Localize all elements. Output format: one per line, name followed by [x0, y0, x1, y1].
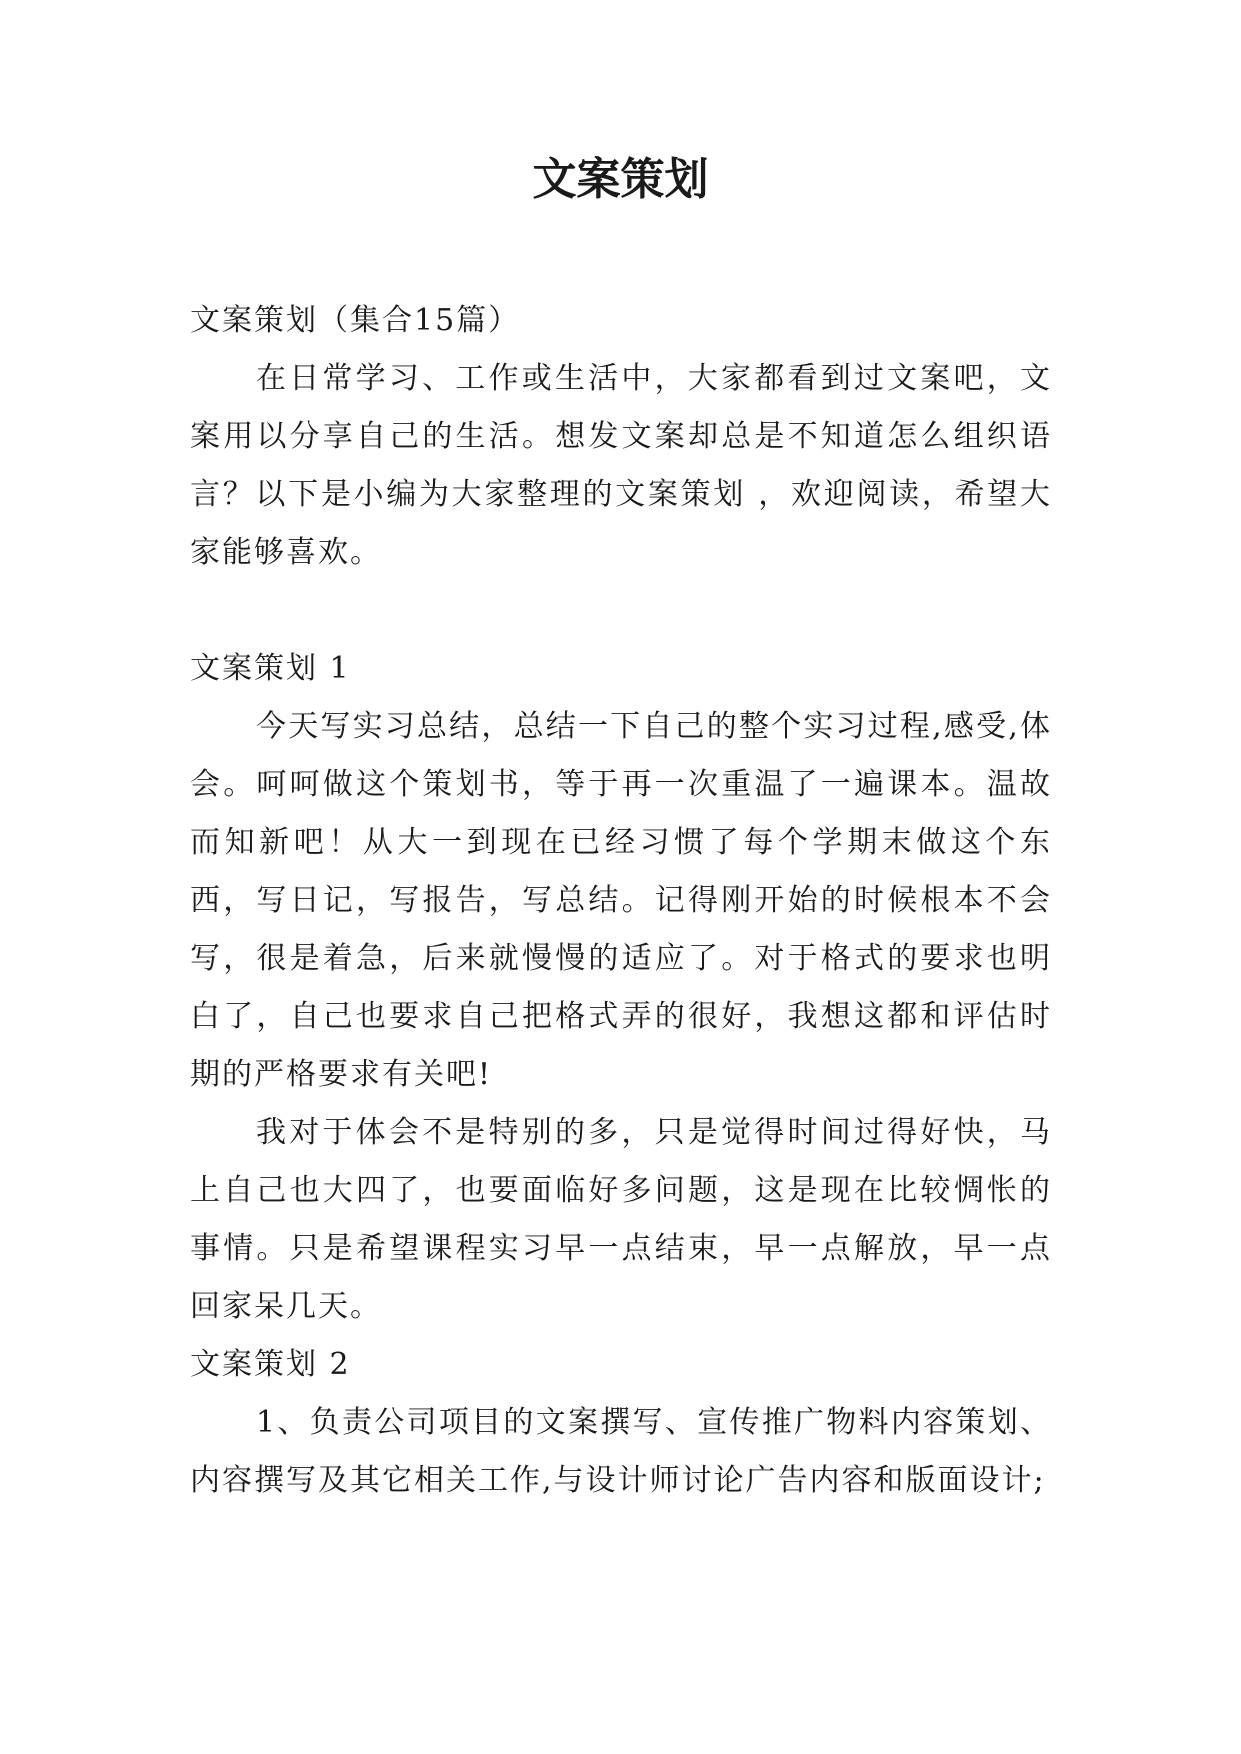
section-2-paragraph-1: 1、负责公司项目的文案撰写、宣传推广物料内容策划、内容撰写及其它相关工作,与设计师讨论广告内容和版面设计; — [190, 1405, 1052, 1498]
section-1-paragraph-1: 今天写实习总结，总结一下自己的整个实习过程,感受,体会。呵呵做这个策划书，等于再一次重温了一遍课本。温故而知新吧！从大一到现在已经习惯了每个学期末做这个东西，写日记，写报告，写总结。记得刚开始的时候根本不会写，很是着急，后来就慢慢的适应了。对于格式的要求也明白了，自己也要求自己把格式弄的很好，我想这都和评估时期的严格要求有关吧! — [190, 709, 1052, 1092]
section-heading-2: 文案策划 2 — [190, 1347, 351, 1382]
document-body — [190, 292, 1052, 1510]
intro-paragraph: 在日常学习、工作或生活中，大家都看到过文案吧，文案用以分享自己的生活。想发文案却总是不知道怎么组织语言？以下是小编为大家整理的文案策划 ，欢迎阅读，希望大家能够喜欢。 — [190, 361, 1052, 570]
collection-subtitle: 文案策划（集合15篇） — [190, 303, 521, 338]
document-title: 文案策划 — [532, 154, 709, 205]
section-heading-1: 文案策划 1 — [190, 651, 351, 686]
spacer — [190, 582, 1052, 640]
section-1-paragraph-2: 我对于体会不是特别的多，只是觉得时间过得好快，马上自己也大四了，也要面临好多问题，这是现在比较惆怅的事情。只是希望课程实习早一点结束，早一点解放，早一点回家呆几天。 — [190, 1115, 1052, 1324]
